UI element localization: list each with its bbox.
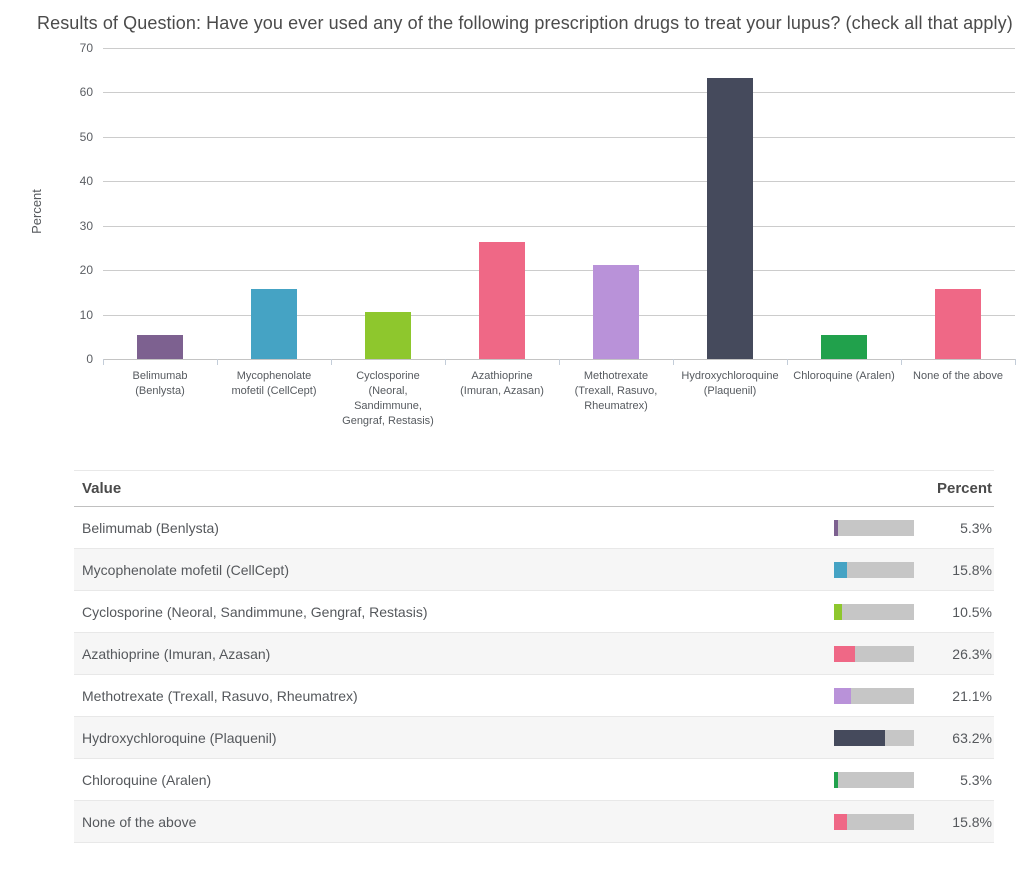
x-category-label: Methotrexate (Trexall, Rasuvo, Rheumatrex) bbox=[574, 370, 658, 412]
table-row bbox=[74, 633, 994, 675]
row-percent: 26.3% bbox=[952, 645, 992, 662]
column-header-percent: Percent bbox=[936, 480, 992, 497]
x-axis-tick bbox=[1015, 359, 1016, 365]
gridline bbox=[103, 270, 1015, 271]
table-row bbox=[74, 549, 994, 591]
row-mini-bar-fill bbox=[834, 688, 851, 704]
x-axis-tick bbox=[901, 359, 902, 365]
gridline bbox=[103, 315, 1015, 316]
x-axis-tick bbox=[217, 359, 218, 365]
x-category-label: Hydroxychloroquine (Plaquenil) bbox=[681, 370, 779, 397]
row-label: Cyclosporine (Neoral, Sandimmune, Gengraf, Restasis) bbox=[82, 603, 428, 620]
row-label: Azathioprine (Imuran, Azasan) bbox=[82, 645, 271, 662]
x-category-label: Chloroquine (Aralen) bbox=[793, 370, 895, 382]
row-mini-bar-fill bbox=[834, 814, 847, 830]
gridline bbox=[103, 181, 1015, 182]
bar-7[interactable] bbox=[935, 289, 981, 359]
bar-chart bbox=[29, 41, 1015, 429]
x-category-label: Cyclosporine (Neoral, Sandimmune, Gengraf, Restasis) bbox=[342, 370, 434, 427]
row-label: Belimumab (Benlysta) bbox=[82, 519, 219, 536]
row-mini-bar-fill bbox=[834, 604, 842, 620]
bar-5[interactable] bbox=[707, 78, 753, 359]
row-percent: 63.2% bbox=[952, 729, 992, 746]
row-mini-bar-fill bbox=[834, 730, 885, 746]
x-axis-tick bbox=[673, 359, 674, 365]
y-tick-label: 50 bbox=[79, 129, 93, 144]
row-percent: 21.1% bbox=[952, 687, 992, 704]
x-axis-tick bbox=[445, 359, 446, 365]
x-axis-tick bbox=[331, 359, 332, 365]
table-row bbox=[74, 507, 994, 549]
row-mini-bar bbox=[834, 562, 914, 578]
bar-0[interactable] bbox=[137, 335, 183, 359]
y-tick-label: 60 bbox=[79, 85, 93, 100]
row-label: Hydroxychloroquine (Plaquenil) bbox=[82, 729, 277, 746]
results-table bbox=[74, 470, 994, 843]
row-mini-bar-fill bbox=[834, 562, 847, 578]
row-mini-bar bbox=[834, 772, 914, 788]
table-header-row bbox=[74, 471, 994, 507]
row-mini-bar bbox=[834, 604, 914, 620]
row-percent: 5.3% bbox=[960, 771, 992, 788]
y-tick-label: 70 bbox=[79, 41, 93, 55]
x-axis-labels bbox=[103, 360, 1015, 429]
x-category-label: Mycophenolate mofetil (CellCept) bbox=[231, 370, 317, 397]
bar-3[interactable] bbox=[479, 242, 525, 359]
gridline bbox=[103, 92, 1015, 93]
bar-4[interactable] bbox=[593, 265, 639, 359]
x-category-label: None of the above bbox=[913, 370, 1003, 382]
table-row bbox=[74, 591, 994, 633]
row-mini-bar-fill bbox=[834, 772, 838, 788]
row-mini-bar bbox=[834, 520, 914, 536]
x-category-label: Azathioprine (Imuran, Azasan) bbox=[460, 370, 544, 397]
row-percent: 10.5% bbox=[952, 603, 992, 620]
column-header-value: Value bbox=[82, 480, 122, 497]
row-percent: 15.8% bbox=[952, 813, 992, 830]
gridline bbox=[103, 137, 1015, 138]
row-label: None of the above bbox=[82, 813, 197, 830]
x-axis-tick bbox=[103, 359, 104, 365]
y-tick-label: 40 bbox=[79, 174, 93, 189]
table-row bbox=[74, 675, 994, 717]
table-row bbox=[74, 759, 994, 801]
gridline bbox=[103, 226, 1015, 227]
bar-6[interactable] bbox=[821, 335, 867, 359]
y-tick-label: 30 bbox=[79, 218, 93, 233]
row-label: Methotrexate (Trexall, Rasuvo, Rheumatrex) bbox=[82, 687, 358, 704]
table-row bbox=[74, 717, 994, 759]
chart-plot-area bbox=[29, 41, 1015, 366]
row-mini-bar bbox=[834, 688, 914, 704]
row-mini-bar bbox=[834, 730, 914, 746]
gridline bbox=[103, 48, 1015, 49]
row-label: Mycophenolate mofetil (CellCept) bbox=[82, 561, 289, 578]
page-title: Results of Question: Have you ever used any of the following prescription drugs to treat your lupus? (check all that apply) bbox=[37, 13, 1013, 33]
y-tick-label: 10 bbox=[79, 307, 93, 322]
row-label: Chloroquine (Aralen) bbox=[82, 771, 212, 788]
row-mini-bar bbox=[834, 646, 914, 662]
bar-1[interactable] bbox=[251, 289, 297, 359]
y-tick-label: 20 bbox=[79, 263, 93, 278]
row-percent: 15.8% bbox=[952, 561, 992, 578]
table-row bbox=[74, 801, 994, 843]
row-mini-bar-fill bbox=[834, 520, 838, 536]
row-percent: 5.3% bbox=[960, 519, 992, 536]
bar-2[interactable] bbox=[365, 312, 411, 359]
x-axis-tick bbox=[559, 359, 560, 365]
row-mini-bar-fill bbox=[834, 646, 855, 662]
x-category-label: Belimumab (Benlysta) bbox=[132, 370, 188, 397]
y-tick-label: 0 bbox=[86, 352, 93, 366]
y-axis-title: Percent bbox=[29, 188, 45, 234]
row-mini-bar bbox=[834, 814, 914, 830]
x-axis-tick bbox=[787, 359, 788, 365]
